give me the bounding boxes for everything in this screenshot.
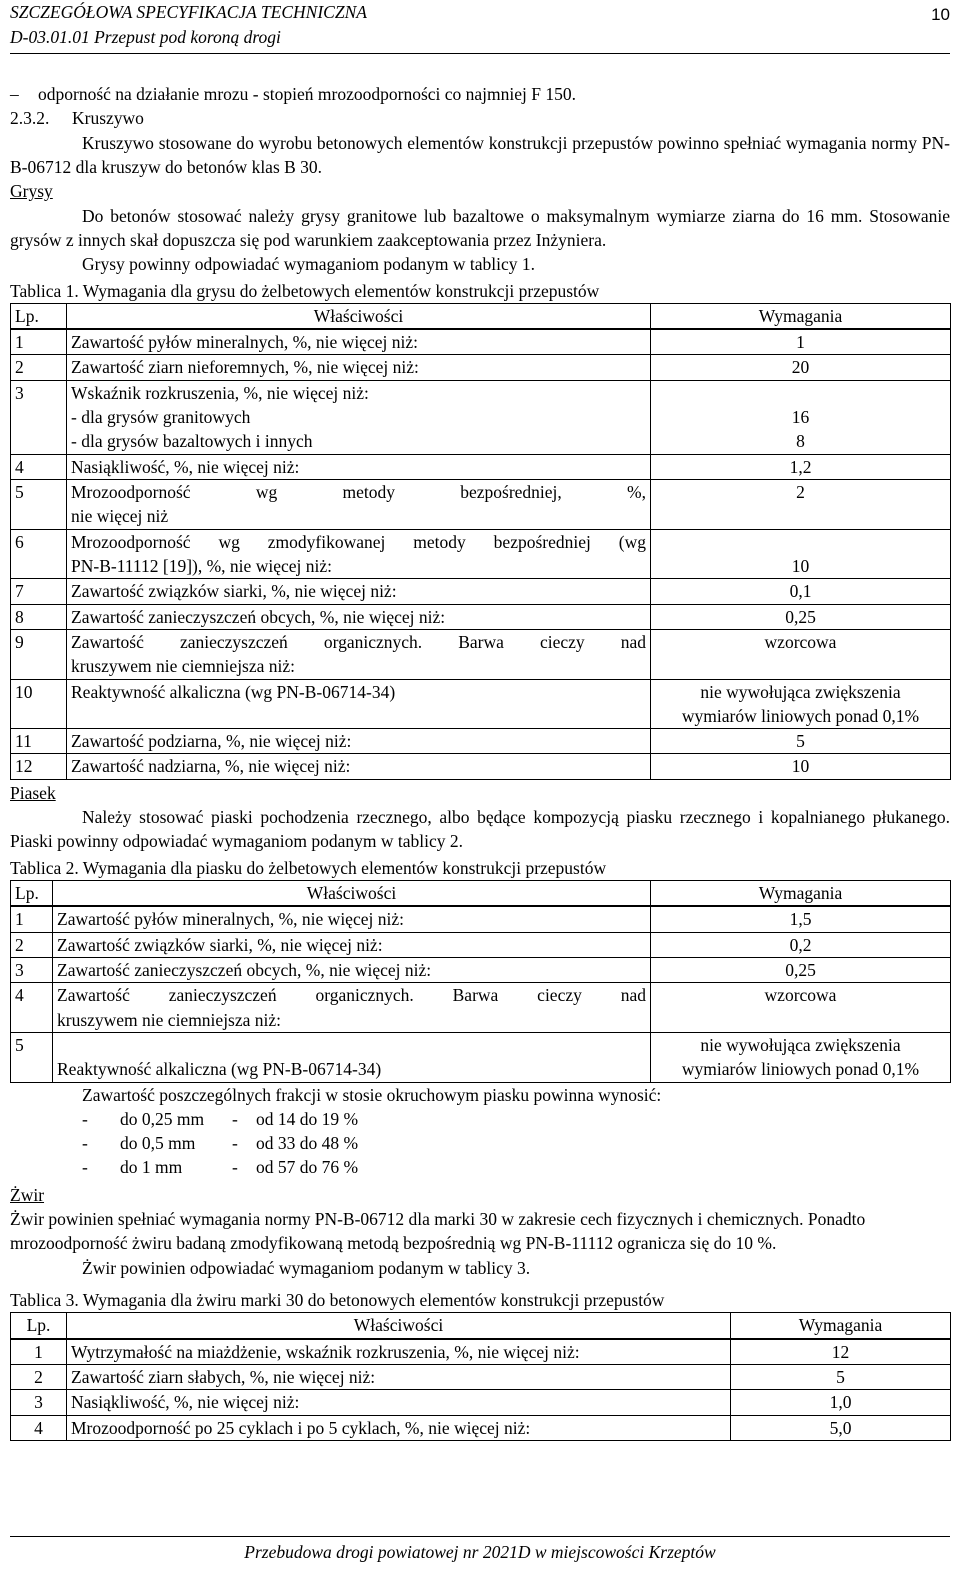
- table3-caption: Tablica 3. Wymagania dla żwiru marki 30 do betonowych elementów konstrukcji przepustów: [10, 1290, 665, 1310]
- fraction-range: od 33 do 48 %: [256, 1133, 359, 1154]
- requirement-line: 0,25: [785, 959, 816, 980]
- property-line: Reaktywność alkaliczna (wg PN-B-06714-34): [71, 681, 396, 702]
- table-2: [10, 880, 951, 1083]
- property-line: - dla grysów bazaltowych i innych: [71, 431, 313, 452]
- column-header-requirements: Wymagania: [651, 881, 951, 907]
- requirement-line: 2: [796, 482, 805, 502]
- column-header-properties: Właściwości: [67, 1313, 731, 1339]
- property-line: Wskaźnik rozkruszenia, %, nie więcej niż:: [71, 382, 369, 403]
- requirement-line: wymiarów liniowych ponad 0,1%: [681, 1059, 920, 1080]
- requirement-cell: [651, 629, 951, 679]
- property-cell: [67, 604, 651, 629]
- requirement-cell: [651, 957, 951, 982]
- grysy-heading: Grysy: [10, 181, 53, 202]
- zwir-paragraph-1: Żwir powinien spełniać wymagania normy PN-B-06712 dla marki 30 w zakresie cech fizycznych i chemicznych. Ponadto mrozoodporność żwiru badaną zmodyfikowaną metodą bezpośrednią wg PN-B-11112 ogranicza się do 10 %.: [10, 1209, 866, 1254]
- requirement-cell: [651, 604, 951, 629]
- row-number: 3: [11, 380, 67, 454]
- zwir-paragraph-2: Żwir powinien odpowiadać wymaganiom podanym w tablicy 3.: [82, 1257, 531, 1278]
- table-row: [11, 1032, 951, 1082]
- table-row: [11, 1390, 951, 1415]
- property-cell: [53, 1032, 651, 1082]
- requirement-line: [655, 530, 946, 554]
- table-row: [11, 1415, 951, 1440]
- column-header-requirements: Wymagania: [651, 303, 951, 329]
- requirement-line: 1,5: [789, 909, 812, 930]
- requirement-cell: [651, 579, 951, 604]
- property-line: Zawartość podziarna, %, nie więcej niż:: [71, 731, 352, 752]
- requirement-cell: [731, 1339, 951, 1365]
- property-line: nie więcej niż: [71, 506, 169, 527]
- property-line: Mrozoodporność po 25 cyklach i po 5 cyklach, %, nie więcej niż:: [71, 1417, 531, 1438]
- property-line: Nasiąkliwość, %, nie więcej niż:: [71, 456, 300, 477]
- table-row: [11, 629, 951, 679]
- requirement-line: 10: [791, 756, 810, 777]
- page-number: 10: [931, 5, 950, 24]
- table-row: [11, 480, 951, 530]
- requirement-line: wzorcowa: [764, 985, 837, 1006]
- requirement-line: 5: [836, 1366, 845, 1387]
- fraction-size: do 0,25 mm: [120, 1108, 205, 1129]
- property-cell: [67, 480, 651, 530]
- fraction-dash: -: [232, 1133, 238, 1154]
- zwir-heading: Żwir: [10, 1184, 45, 1205]
- page-header: [10, 0, 950, 52]
- requirement-line: 5,0: [829, 1417, 852, 1438]
- requirement-line: 20: [791, 357, 810, 378]
- property-line: Zawartość związków siarki, %, nie więcej niż:: [57, 934, 383, 955]
- header-subtitle: D-03.01.01 Przepust pod koroną drogi: [10, 27, 281, 47]
- row-number: 5: [11, 480, 67, 530]
- row-number: 4: [11, 1415, 67, 1440]
- requirement-cell: [651, 480, 951, 530]
- frost-resistance-item: [10, 82, 950, 106]
- table-row: [11, 679, 951, 729]
- property-cell: [53, 932, 651, 957]
- property-line: Zawartość ziarn nieforemnych, %, nie więcej niż:: [71, 357, 419, 378]
- property-line: [57, 1033, 646, 1057]
- requirement-line: 0,25: [785, 606, 816, 627]
- fractions-intro: Zawartość poszczególnych frakcji w stosie okruchowym piasku powinna wynosić:: [82, 1084, 662, 1105]
- kruszywo-paragraph: Kruszywo stosowane do wyrobu betonowych elementów konstrukcji przepustów powinno spełniać wymagania normy PN-B-06712 dla kruszyw do betonów klas B 30.: [10, 132, 950, 177]
- row-number: 1: [11, 1339, 67, 1365]
- header-title: SZCZEGÓŁOWA SPECYFIKACJA TECHNICZNA: [10, 2, 367, 22]
- table-row: [11, 329, 951, 355]
- property-cell: [67, 579, 651, 604]
- column-header-requirements: Wymagania: [731, 1313, 951, 1339]
- piasek-paragraph: Należy stosować piaski pochodzenia rzecznego, albo będące kompozycją piasku rzecznego i kopalnianego płukanego. Piaski powinny odpowiadać wymaganiom podanym w tablicy 2.: [10, 807, 950, 852]
- requirement-line: 0,2: [789, 934, 812, 955]
- table-1: [10, 303, 951, 780]
- row-number: 11: [11, 729, 67, 754]
- property-cell: [67, 529, 651, 579]
- requirement-line: 16: [791, 407, 810, 428]
- requirement-line: 5: [796, 731, 805, 752]
- fractions-list: [82, 1107, 950, 1180]
- page-footer: Przebudowa drogi powiatowej nr 2021D w miejscowości Krzeptów: [244, 1542, 716, 1562]
- property-line: Zawartość zanieczyszczeń organicznych. Barwa cieczy nad: [57, 985, 646, 1006]
- table2-caption: Tablica 2. Wymagania dla piasku do żelbetowych elementów konstrukcji przepustów: [10, 857, 607, 878]
- table-row: [11, 355, 951, 380]
- requirement-cell: [651, 906, 951, 932]
- table-row: [11, 1364, 951, 1389]
- property-cell: [53, 983, 651, 1033]
- requirement-line: 1: [796, 332, 805, 353]
- requirement-line: 1,2: [789, 456, 812, 477]
- row-number: 1: [11, 329, 67, 355]
- property-cell: [53, 906, 651, 932]
- requirement-cell: [651, 454, 951, 479]
- row-number: 6: [11, 529, 67, 579]
- property-cell: [67, 454, 651, 479]
- row-number: 2: [11, 1364, 67, 1389]
- requirement-cell: [651, 932, 951, 957]
- property-line: Zawartość pyłów mineralnych, %, nie więcej niż:: [57, 909, 404, 930]
- column-header-lp: Lp.: [11, 881, 53, 907]
- header-divider: [10, 53, 950, 54]
- property-line: Zawartość zanieczyszczeń obcych, %, nie więcej niż:: [71, 606, 446, 627]
- frost-resistance-text: odporność na działanie mrozu - stopień mrozoodporności co najmniej F 150.: [38, 84, 576, 104]
- property-cell: [67, 1415, 731, 1440]
- fraction-dash: -: [232, 1108, 238, 1129]
- property-line: PN-B-11112 [19]), %, nie więcej niż:: [71, 555, 332, 576]
- requirement-cell: [651, 380, 951, 454]
- property-line: Zawartość ziarn słabych, %, nie więcej niż:: [71, 1366, 376, 1387]
- requirement-line: wymiarów liniowych ponad 0,1%: [681, 705, 920, 726]
- column-header-properties: Właściwości: [67, 303, 651, 329]
- property-line: Wytrzymałość na miażdżenie, wskaźnik rozkruszenia, %, nie więcej niż:: [71, 1341, 580, 1362]
- fraction-range: od 14 do 19 %: [256, 1108, 359, 1129]
- property-line: Mrozoodporność wg zmodyfikowanej metody bezpośredniej (wg: [71, 531, 646, 552]
- row-number: 8: [11, 604, 67, 629]
- property-line: kruszywem nie ciemniejsza niż:: [71, 656, 296, 677]
- row-number: 2: [11, 355, 67, 380]
- fraction-item: [82, 1107, 950, 1131]
- fraction-dash: -: [232, 1157, 238, 1178]
- column-header-lp: Lp.: [11, 303, 67, 329]
- fractions-block: [10, 1083, 950, 1180]
- requirement-line: nie wywołująca zwiększenia: [700, 1034, 901, 1055]
- requirement-cell: [651, 983, 951, 1033]
- property-cell: [67, 679, 651, 729]
- table-3: [10, 1312, 951, 1441]
- table-row: [11, 579, 951, 604]
- property-cell: [67, 754, 651, 779]
- requirement-line: wzorcowa: [764, 631, 837, 652]
- row-number: 4: [11, 983, 53, 1033]
- property-line: Mrozoodporność wg metody bezpośredniej, %,: [71, 482, 646, 502]
- requirement-cell: [651, 1032, 951, 1082]
- table-row: [11, 983, 951, 1033]
- row-number: 3: [11, 1390, 67, 1415]
- requirement-cell: [731, 1390, 951, 1415]
- requirement-line: 8: [796, 431, 805, 452]
- fraction-size: do 0,5 mm: [120, 1133, 196, 1154]
- property-line: Zawartość nadziarna, %, nie więcej niż:: [71, 756, 351, 777]
- table-row: [11, 1339, 951, 1365]
- requirement-line: nie wywołująca zwiększenia: [700, 681, 901, 702]
- row-number: 12: [11, 754, 67, 779]
- requirement-line: [655, 381, 946, 405]
- requirement-line: 0,1: [789, 581, 812, 602]
- property-line: Reaktywność alkaliczna (wg PN-B-06714-34): [57, 1059, 382, 1080]
- fraction-size: do 1 mm: [120, 1157, 183, 1178]
- grysy-paragraph-1: Do betonów stosować należy grysy granitowe lub bazaltowe o maksymalnym wymiarze ziarna do 16 mm. Stosowanie grysów z innych skał dopuszcza się pod warunkiem zaakceptowania przez Inżyniera.: [10, 205, 950, 250]
- requirement-cell: [651, 729, 951, 754]
- property-cell: [67, 355, 651, 380]
- property-line: Zawartość pyłów mineralnych, %, nie więcej niż:: [71, 332, 418, 353]
- section-number: 2.3.2.: [10, 108, 50, 129]
- property-line: Zawartość zanieczyszczeń organicznych. Barwa cieczy nad: [71, 631, 646, 652]
- requirement-line: 10: [791, 555, 810, 576]
- property-cell: [67, 329, 651, 355]
- fraction-dash: -: [82, 1108, 88, 1129]
- table1-caption: Tablica 1. Wymagania dla grysu do żelbetowych elementów konstrukcji przepustów: [10, 280, 600, 301]
- property-line: Zawartość zanieczyszczeń obcych, %, nie więcej niż:: [57, 959, 432, 980]
- dash-bullet: –: [10, 84, 19, 104]
- column-header-lp: Lp.: [11, 1313, 67, 1339]
- requirement-line: 12: [831, 1341, 850, 1362]
- property-line: kruszywem nie ciemniejsza niż:: [57, 1009, 282, 1030]
- table-row: [11, 906, 951, 932]
- piasek-heading: Piasek: [10, 782, 56, 803]
- footer-divider: [10, 1536, 950, 1537]
- table-row: [11, 932, 951, 957]
- table-row: [11, 529, 951, 579]
- grysy-paragraph-2: Grysy powinny odpowiadać wymaganiom podanym w tablicy 1.: [82, 254, 535, 275]
- property-cell: [53, 957, 651, 982]
- property-line: Zawartość związków siarki, %, nie więcej niż:: [71, 581, 397, 602]
- row-number: 5: [11, 1032, 53, 1082]
- property-cell: [67, 629, 651, 679]
- property-line: Nasiąkliwość, %, nie więcej niż:: [71, 1392, 300, 1413]
- property-line: - dla grysów granitowych: [71, 407, 251, 428]
- section-title: Kruszywo: [72, 108, 144, 129]
- row-number: 9: [11, 629, 67, 679]
- table-row: [11, 729, 951, 754]
- table-row: [11, 604, 951, 629]
- table-row: [11, 454, 951, 479]
- requirement-cell: [731, 1415, 951, 1440]
- table-row: [11, 380, 951, 454]
- property-cell: [67, 1364, 731, 1389]
- requirement-cell: [651, 329, 951, 355]
- property-cell: [67, 729, 651, 754]
- requirement-cell: [651, 679, 951, 729]
- row-number: 2: [11, 932, 53, 957]
- table-row: [11, 957, 951, 982]
- requirement-line: 1,0: [829, 1392, 852, 1413]
- fraction-item: [82, 1131, 950, 1155]
- row-number: 7: [11, 579, 67, 604]
- document-body: [10, 82, 950, 1441]
- requirement-cell: [731, 1364, 951, 1389]
- column-header-properties: Właściwości: [53, 881, 651, 907]
- fraction-item: [82, 1155, 950, 1179]
- row-number: 10: [11, 679, 67, 729]
- fraction-dash: -: [82, 1157, 88, 1178]
- section-heading: [10, 106, 950, 130]
- property-cell: [67, 1339, 731, 1365]
- row-number: 4: [11, 454, 67, 479]
- row-number: 3: [11, 957, 53, 982]
- property-cell: [67, 1390, 731, 1415]
- row-number: 1: [11, 906, 53, 932]
- requirement-cell: [651, 355, 951, 380]
- requirement-cell: [651, 529, 951, 579]
- property-cell: [67, 380, 651, 454]
- table-row: [11, 754, 951, 779]
- fraction-dash: -: [82, 1133, 88, 1154]
- fraction-range: od 57 do 76 %: [256, 1157, 359, 1178]
- requirement-cell: [651, 754, 951, 779]
